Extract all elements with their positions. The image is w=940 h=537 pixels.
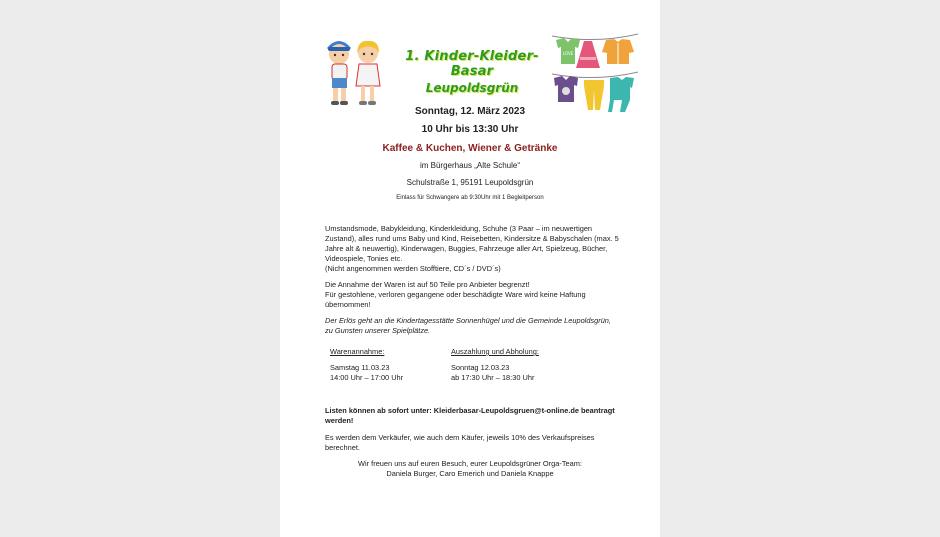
- intake-heading: Warenannahme:: [330, 347, 385, 356]
- accepted-items: [325, 224, 620, 274]
- organizers: Daniela Burger, Caro Emerich und Daniela Knappe: [386, 469, 554, 478]
- payout-schedule: [451, 347, 539, 383]
- payout-day: Sonntag 12.03.23: [451, 363, 510, 372]
- purple-shirt: [554, 76, 578, 102]
- fee-info: Es werden dem Verkäufer, wie auch dem Käufer, jeweils 10% des Verkaufspreises berechnet.: [325, 433, 595, 452]
- girl-figure: [356, 41, 380, 105]
- event-date: Sonntag, 12. März 2023: [414, 106, 526, 117]
- event-location-title: Leupoldsgrün: [425, 81, 519, 95]
- limit-text: Die Annahme der Waren ist auf 50 Teile pro Anbieter begrenzt!: [325, 280, 530, 289]
- clothesline-illustration: [550, 30, 640, 116]
- intake-day: Samstag 11.03.23: [330, 363, 390, 372]
- boy-figure: [327, 41, 351, 105]
- pink-dress: [576, 41, 600, 68]
- venue: im Bürgerhaus „Alte Schule“: [419, 161, 521, 170]
- liability-text: Für gestohlene, verloren gegangene oder beschädigte Ware wird keine Haftung übernommen!: [325, 290, 586, 309]
- address: Schulstraße 1, 95191 Leupoldsgrün: [406, 178, 534, 187]
- kids-illustration: [324, 38, 386, 110]
- svg-text:LOVE: LOVE: [562, 51, 574, 56]
- lists-request: Listen können ab sofort unter: Kleiderbasar-Leupoldsgruen@t-online.de beantragt werden!: [325, 406, 615, 425]
- orange-jacket: [602, 39, 634, 64]
- intake-schedule: [330, 347, 403, 383]
- entry-note: Einlass für Schwangere ab 9:30Uhr mit 1 Begleitperson: [396, 195, 544, 201]
- payout-hours: ab 17:30 Uhr – 18:30 Uhr: [451, 373, 535, 382]
- thanks-line: Wir freuen uns auf euren Besuch, eurer Leupoldsgrüner Orga-Team:: [358, 459, 582, 468]
- flyer-page: [280, 0, 660, 537]
- catering-info: Kaffee & Kuchen, Wiener & Getränke: [382, 143, 558, 154]
- intake-hours: 14:00 Uhr – 17:00 Uhr: [330, 373, 404, 382]
- items-text: Umstandsmode, Babykleidung, Kinderkleidung, Schuhe (3 Paar – im neuwertigen Zustand), alles rund ums Baby und Kind, Reisebetten, Kindersitze & Babyschalen (max. 5 Jahre alt & neuwertig), Kinderwagen, Buggies, Fahrzeuge aller Art, Spielzeug, Bücher, Videospiele, Tonies etc.: [325, 224, 619, 263]
- proceeds-text: Der Erlös geht an die Kindertagesstätte Sonnenhügel und die Gemeinde Leupoldsgrün, zu Gunsten unserer Spielplätze.: [325, 316, 611, 335]
- green-shirt: [556, 38, 580, 64]
- thanks-note: [325, 459, 615, 479]
- payout-heading: Auszahlung und Abholung:: [451, 347, 539, 356]
- items-excluded: (Nicht angenommen werden Stofftiere, CD´s / DVD´s): [325, 264, 501, 273]
- event-time: 10 Uhr bis 13:30 Uhr: [421, 124, 519, 135]
- event-title: 1. Kinder-Kleider-Basar: [405, 49, 539, 79]
- rules: [325, 280, 620, 310]
